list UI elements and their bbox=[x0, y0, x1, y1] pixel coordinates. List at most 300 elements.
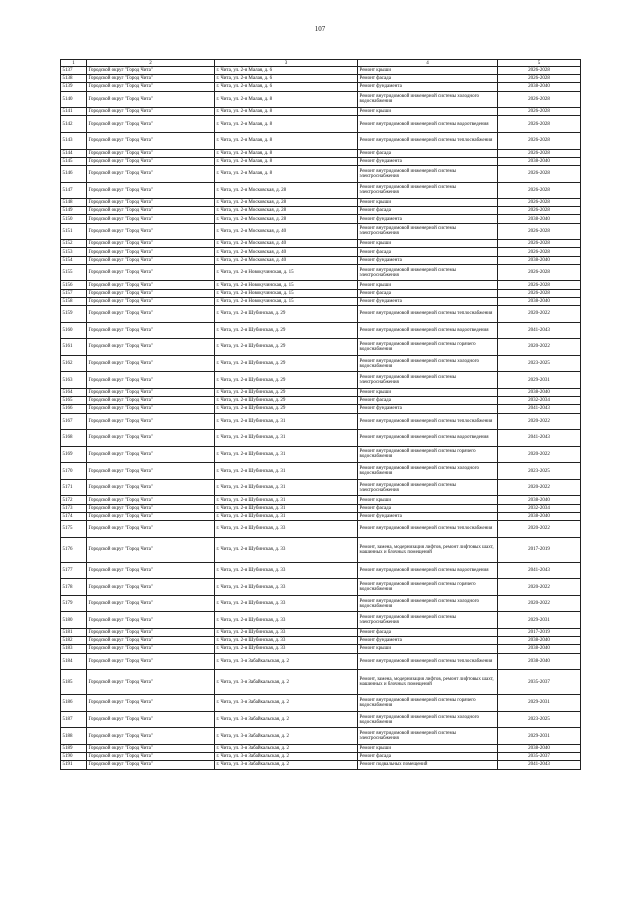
cell-address: г. Чита, ул. 2-я Московская, д. 28 bbox=[215, 215, 358, 223]
table-row bbox=[61, 562, 581, 579]
cell-period: 2041-2043 bbox=[498, 405, 581, 413]
cell-municipality: Городской округ "Город Чита" bbox=[87, 67, 215, 75]
cell-municipality: Городской округ "Город Чита" bbox=[87, 322, 215, 339]
cell-period: 2017-2019 bbox=[498, 537, 581, 562]
cell-address: г. Чита, ул. 3-я Забайкальская, д. 2 bbox=[215, 753, 358, 761]
cell-period: 2038-2040 bbox=[498, 645, 581, 653]
cell-row-number: 5156 bbox=[61, 281, 87, 289]
cell-address: г. Чита, ул. 3-я Забайкальская, д. 2 bbox=[215, 695, 358, 712]
cell-work-type: Ремонт фасада bbox=[358, 629, 498, 637]
cell-municipality: Городской округ "Город Чита" bbox=[87, 223, 215, 240]
cell-address: г. Чита, ул. 3-я Забайкальская, д. 2 bbox=[215, 761, 358, 769]
cell-period: 2020-2022 bbox=[498, 595, 581, 612]
cell-work-type: Ремонт крыши bbox=[358, 240, 498, 248]
cell-row-number: 5183 bbox=[61, 645, 87, 653]
cell-work-type: Ремонт внутридомовой инженерной системы электроснабжения bbox=[358, 612, 498, 629]
cell-address: г. Чита, ул. 2-я Московская, д. 28 bbox=[215, 199, 358, 207]
cell-period: 2038-2040 bbox=[498, 512, 581, 520]
table-row bbox=[61, 83, 581, 91]
cell-row-number: 5162 bbox=[61, 355, 87, 372]
cell-work-type: Ремонт фундамента bbox=[358, 83, 498, 91]
cell-municipality: Городской округ "Город Чита" bbox=[87, 199, 215, 207]
table-row bbox=[61, 405, 581, 413]
cell-address: г. Чита, ул. 2-я Малая, д. 8 bbox=[215, 165, 358, 182]
table-row bbox=[61, 670, 581, 695]
cell-row-number: 5174 bbox=[61, 512, 87, 520]
cell-municipality: Городской округ "Город Чита" bbox=[87, 612, 215, 629]
table-row bbox=[61, 132, 581, 149]
table-row bbox=[61, 711, 581, 728]
table-row bbox=[61, 256, 581, 264]
column-header: 4 bbox=[358, 60, 498, 67]
cell-municipality: Городской округ "Город Чита" bbox=[87, 629, 215, 637]
cell-row-number: 5139 bbox=[61, 83, 87, 91]
cell-period: 2038-2040 bbox=[498, 744, 581, 752]
cell-address: г. Чита, ул. 2-я Московская, д. 40 bbox=[215, 256, 358, 264]
cell-municipality: Городской округ "Город Чита" bbox=[87, 562, 215, 579]
cell-municipality: Городской округ "Город Чита" bbox=[87, 761, 215, 769]
cell-municipality: Городской округ "Город Чита" bbox=[87, 305, 215, 322]
cell-municipality: Городской округ "Город Чита" bbox=[87, 463, 215, 480]
table-row bbox=[61, 521, 581, 538]
cell-municipality: Городской округ "Город Чита" bbox=[87, 711, 215, 728]
cell-address: г. Чита, ул. 2-я Шубинская, д. 31 bbox=[215, 496, 358, 504]
cell-address: г. Чита, ул. 3-я Забайкальская, д. 2 bbox=[215, 653, 358, 670]
cell-municipality: Городской округ "Город Чита" bbox=[87, 653, 215, 670]
cell-row-number: 5170 bbox=[61, 463, 87, 480]
cell-work-type: Ремонт внутридомовой инженерной системы холодного водоснабжения bbox=[358, 463, 498, 480]
cell-municipality: Городской округ "Город Чита" bbox=[87, 248, 215, 256]
cell-address: г. Чита, ул. 3-я Забайкальская, д. 2 bbox=[215, 728, 358, 745]
table-row bbox=[61, 75, 581, 83]
cell-work-type: Ремонт фундамента bbox=[358, 637, 498, 645]
cell-row-number: 5181 bbox=[61, 629, 87, 637]
cell-work-type: Ремонт внутридомовой инженерной системы горячего водоснабжения bbox=[358, 695, 498, 712]
table-row bbox=[61, 645, 581, 653]
table-row bbox=[61, 728, 581, 745]
cell-municipality: Городской округ "Город Чита" bbox=[87, 149, 215, 157]
cell-work-type: Ремонт крыши bbox=[358, 388, 498, 396]
cell-row-number: 5179 bbox=[61, 595, 87, 612]
cell-work-type: Ремонт внутридомовой инженерной системы горячего водоснабжения bbox=[358, 339, 498, 356]
cell-work-type: Ремонт фасада bbox=[358, 397, 498, 405]
table-row bbox=[61, 199, 581, 207]
table-row bbox=[61, 744, 581, 752]
cell-row-number: 5157 bbox=[61, 289, 87, 297]
cell-municipality: Городской округ "Город Чита" bbox=[87, 397, 215, 405]
cell-row-number: 5168 bbox=[61, 430, 87, 447]
table-row bbox=[61, 116, 581, 133]
cell-period: 2038-2040 bbox=[498, 388, 581, 396]
cell-period: 2020-2022 bbox=[498, 479, 581, 496]
cell-row-number: 5144 bbox=[61, 149, 87, 157]
cell-address: г. Чита, ул. 3-я Забайкальская, д. 2 bbox=[215, 670, 358, 695]
cell-work-type: Ремонт фасада bbox=[358, 207, 498, 215]
cell-municipality: Городской округ "Город Чита" bbox=[87, 413, 215, 430]
cell-work-type: Ремонт внутридомовой инженерной системы холодного водоснабжения bbox=[358, 91, 498, 108]
cell-address: г. Чита, ул. 2-я Шубинская, д. 33 bbox=[215, 637, 358, 645]
table-row bbox=[61, 397, 581, 405]
table-row bbox=[61, 463, 581, 480]
cell-row-number: 5187 bbox=[61, 711, 87, 728]
cell-address: г. Чита, ул. 2-я Шубинская, д. 29 bbox=[215, 355, 358, 372]
cell-address: г. Чита, ул. 2-я Шубинская, д. 29 bbox=[215, 397, 358, 405]
cell-work-type: Ремонт внутридомовой инженерной системы электроснабжения bbox=[358, 165, 498, 182]
cell-address: г. Чита, ул. 3-я Забайкальская, д. 2 bbox=[215, 744, 358, 752]
cell-address: г. Чита, ул. 2-я Малая, д. 8 bbox=[215, 116, 358, 133]
cell-period: 2038-2040 bbox=[498, 496, 581, 504]
cell-municipality: Городской округ "Город Чита" bbox=[87, 446, 215, 463]
cell-period: 2032-2034 bbox=[498, 504, 581, 512]
cell-municipality: Городской округ "Город Чита" bbox=[87, 75, 215, 83]
cell-row-number: 5177 bbox=[61, 562, 87, 579]
cell-municipality: Городской округ "Город Чита" bbox=[87, 182, 215, 199]
cell-work-type: Ремонт фасада bbox=[358, 289, 498, 297]
cell-work-type: Ремонт фундамента bbox=[358, 157, 498, 165]
cell-municipality: Городской округ "Город Чита" bbox=[87, 157, 215, 165]
cell-period: 2026-2028 bbox=[498, 75, 581, 83]
table-row bbox=[61, 91, 581, 108]
cell-period: 2029-2031 bbox=[498, 612, 581, 629]
cell-work-type: Ремонт крыши bbox=[358, 744, 498, 752]
cell-address: г. Чита, ул. 2-я Шубинская, д. 29 bbox=[215, 305, 358, 322]
cell-period: 2026-2028 bbox=[498, 149, 581, 157]
cell-address: г. Чита, ул. 2-я Малая, д. 8 bbox=[215, 157, 358, 165]
table-row bbox=[61, 612, 581, 629]
table-row bbox=[61, 372, 581, 389]
cell-row-number: 5172 bbox=[61, 496, 87, 504]
cell-row-number: 5188 bbox=[61, 728, 87, 745]
column-header: 5 bbox=[498, 60, 581, 67]
table-row bbox=[61, 297, 581, 305]
cell-municipality: Городской округ "Город Чита" bbox=[87, 388, 215, 396]
table-header-row bbox=[61, 60, 581, 67]
cell-work-type: Ремонт фундамента bbox=[358, 405, 498, 413]
cell-row-number: 5145 bbox=[61, 157, 87, 165]
cell-address: г. Чита, ул. 2-я Шубинская, д. 31 bbox=[215, 430, 358, 447]
cell-row-number: 5141 bbox=[61, 108, 87, 116]
cell-work-type: Ремонт внутридомовой инженерной системы электроснабжения bbox=[358, 728, 498, 745]
cell-period: 2038-2040 bbox=[498, 653, 581, 670]
page-number: 107 bbox=[314, 25, 326, 33]
cell-work-type: Ремонт подвальных помещений bbox=[358, 761, 498, 769]
table-row bbox=[61, 182, 581, 199]
table-row bbox=[61, 305, 581, 322]
cell-address: г. Чита, ул. 2-я Малая, д. 6 bbox=[215, 83, 358, 91]
cell-municipality: Городской округ "Город Чита" bbox=[87, 479, 215, 496]
cell-row-number: 5186 bbox=[61, 695, 87, 712]
cell-work-type: Ремонт внутридомовой инженерной системы электроснабжения bbox=[358, 223, 498, 240]
cell-address: г. Чита, ул. 2-я Новокучинская, д. 15 bbox=[215, 297, 358, 305]
table-row bbox=[61, 215, 581, 223]
cell-period: 2029-2031 bbox=[498, 695, 581, 712]
table-row bbox=[61, 165, 581, 182]
table-row bbox=[61, 149, 581, 157]
cell-period: 2023-2025 bbox=[498, 711, 581, 728]
cell-municipality: Городской округ "Город Чита" bbox=[87, 595, 215, 612]
cell-row-number: 5149 bbox=[61, 207, 87, 215]
cell-address: г. Чита, ул. 2-я Шубинская, д. 29 bbox=[215, 372, 358, 389]
cell-period: 2020-2022 bbox=[498, 305, 581, 322]
cell-period: 2041-2043 bbox=[498, 322, 581, 339]
cell-row-number: 5161 bbox=[61, 339, 87, 356]
cell-work-type: Ремонт фундамента bbox=[358, 297, 498, 305]
cell-address: г. Чита, ул. 2-я Шубинская, д. 33 bbox=[215, 579, 358, 596]
cell-address: г. Чита, ул. 2-я Малая, д. 8 bbox=[215, 149, 358, 157]
cell-address: г. Чита, ул. 2-я Шубинская, д. 31 bbox=[215, 479, 358, 496]
table-row bbox=[61, 240, 581, 248]
cell-municipality: Городской округ "Город Чита" bbox=[87, 165, 215, 182]
cell-work-type: Ремонт внутридомовой инженерной системы электроснабжения bbox=[358, 479, 498, 496]
cell-municipality: Городской округ "Город Чита" bbox=[87, 91, 215, 108]
cell-address: г. Чита, ул. 2-я Шубинская, д. 33 bbox=[215, 562, 358, 579]
table-row bbox=[61, 67, 581, 75]
cell-row-number: 5150 bbox=[61, 215, 87, 223]
cell-work-type: Ремонт внутридомовой инженерной системы холодного водоснабжения bbox=[358, 595, 498, 612]
cell-row-number: 5185 bbox=[61, 670, 87, 695]
cell-address: г. Чита, ул. 2-я Шубинская, д. 33 bbox=[215, 645, 358, 653]
cell-row-number: 5153 bbox=[61, 248, 87, 256]
cell-address: г. Чита, ул. 2-я Малая, д. 6 bbox=[215, 67, 358, 75]
cell-address: г. Чита, ул. 2-я Московская, д. 40 bbox=[215, 240, 358, 248]
cell-work-type: Ремонт крыши bbox=[358, 281, 498, 289]
cell-row-number: 5180 bbox=[61, 612, 87, 629]
cell-row-number: 5171 bbox=[61, 479, 87, 496]
cell-address: г. Чита, ул. 2-я Московская, д. 40 bbox=[215, 223, 358, 240]
cell-period: 2038-2040 bbox=[498, 637, 581, 645]
cell-row-number: 5182 bbox=[61, 637, 87, 645]
cell-work-type: Ремонт внутридомовой инженерной системы теплоснабжения bbox=[358, 413, 498, 430]
cell-period: 2026-2028 bbox=[498, 165, 581, 182]
cell-municipality: Городской округ "Город Чита" bbox=[87, 264, 215, 281]
cell-period: 2038-2040 bbox=[498, 297, 581, 305]
cell-row-number: 5158 bbox=[61, 297, 87, 305]
cell-period: 2026-2028 bbox=[498, 67, 581, 75]
cell-address: г. Чита, ул. 2-я Московская, д. 28 bbox=[215, 207, 358, 215]
cell-work-type: Ремонт внутридомовой инженерной системы электроснабжения bbox=[358, 182, 498, 199]
cell-row-number: 5152 bbox=[61, 240, 87, 248]
cell-work-type: Ремонт фундамента bbox=[358, 512, 498, 520]
cell-work-type: Ремонт крыши bbox=[358, 67, 498, 75]
cell-address: г. Чита, ул. 2-я Шубинская, д. 29 bbox=[215, 322, 358, 339]
table-row bbox=[61, 595, 581, 612]
table-row bbox=[61, 388, 581, 396]
cell-period: 2026-2028 bbox=[498, 207, 581, 215]
cell-row-number: 5154 bbox=[61, 256, 87, 264]
cell-address: г. Чита, ул. 2-я Шубинская, д. 31 bbox=[215, 413, 358, 430]
cell-work-type: Ремонт фундамента bbox=[358, 215, 498, 223]
cell-work-type: Ремонт фасада bbox=[358, 248, 498, 256]
cell-address: г. Чита, ул. 2-я Шубинская, д. 31 bbox=[215, 504, 358, 512]
cell-period: 2017-2019 bbox=[498, 629, 581, 637]
cell-address: г. Чита, ул. 2-я Малая, д. 6 bbox=[215, 75, 358, 83]
cell-row-number: 5148 bbox=[61, 199, 87, 207]
cell-municipality: Городской округ "Город Чита" bbox=[87, 695, 215, 712]
table-row bbox=[61, 504, 581, 512]
table-row bbox=[61, 157, 581, 165]
cell-row-number: 5189 bbox=[61, 744, 87, 752]
cell-address: г. Чита, ул. 2-я Шубинская, д. 29 bbox=[215, 405, 358, 413]
cell-municipality: Городской округ "Город Чита" bbox=[87, 215, 215, 223]
table-row bbox=[61, 322, 581, 339]
cell-address: г. Чита, ул. 2-я Шубинская, д. 33 bbox=[215, 595, 358, 612]
cell-work-type: Ремонт, замена, модернизация лифтов, ремонт лифтовых шахт, машинных и блочных помещений bbox=[358, 537, 498, 562]
cell-municipality: Городской округ "Город Чита" bbox=[87, 728, 215, 745]
cell-row-number: 5190 bbox=[61, 753, 87, 761]
table-row bbox=[61, 108, 581, 116]
cell-work-type: Ремонт внутридомовой инженерной системы водоотведения bbox=[358, 562, 498, 579]
column-header: 2 bbox=[87, 60, 215, 67]
table-row bbox=[61, 446, 581, 463]
cell-address: г. Чита, ул. 2-я Шубинская, д. 29 bbox=[215, 388, 358, 396]
cell-period: 2035-2037 bbox=[498, 670, 581, 695]
cell-period: 2026-2028 bbox=[498, 199, 581, 207]
cell-work-type: Ремонт крыши bbox=[358, 645, 498, 653]
table-row bbox=[61, 653, 581, 670]
cell-municipality: Городской округ "Город Чита" bbox=[87, 512, 215, 520]
cell-work-type: Ремонт фасада bbox=[358, 504, 498, 512]
cell-address: г. Чита, ул. 2-я Малая, д. 8 bbox=[215, 91, 358, 108]
cell-row-number: 5143 bbox=[61, 132, 87, 149]
cell-work-type: Ремонт крыши bbox=[358, 108, 498, 116]
cell-row-number: 5166 bbox=[61, 405, 87, 413]
cell-period: 2026-2028 bbox=[498, 281, 581, 289]
cell-row-number: 5169 bbox=[61, 446, 87, 463]
cell-municipality: Городской округ "Город Чита" bbox=[87, 83, 215, 91]
cell-municipality: Городской округ "Город Чита" bbox=[87, 116, 215, 133]
cell-municipality: Городской округ "Город Чита" bbox=[87, 496, 215, 504]
cell-period: 2026-2028 bbox=[498, 223, 581, 240]
cell-period: 2023-2025 bbox=[498, 355, 581, 372]
cell-row-number: 5147 bbox=[61, 182, 87, 199]
cell-row-number: 5137 bbox=[61, 67, 87, 75]
table-row bbox=[61, 430, 581, 447]
cell-work-type: Ремонт внутридомовой инженерной системы горячего водоснабжения bbox=[358, 579, 498, 596]
table-row bbox=[61, 695, 581, 712]
cell-period: 2029-2031 bbox=[498, 728, 581, 745]
cell-row-number: 5155 bbox=[61, 264, 87, 281]
cell-work-type: Ремонт фасада bbox=[358, 149, 498, 157]
table-row bbox=[61, 281, 581, 289]
cell-row-number: 5175 bbox=[61, 521, 87, 538]
cell-row-number: 5160 bbox=[61, 322, 87, 339]
cell-address: г. Чита, ул. 2-я Новокучинская, д. 15 bbox=[215, 289, 358, 297]
cell-address: г. Чита, ул. 2-я Шубинская, д. 33 bbox=[215, 521, 358, 538]
cell-work-type: Ремонт внутридомовой инженерной системы холодного водоснабжения bbox=[358, 355, 498, 372]
table-row bbox=[61, 289, 581, 297]
cell-row-number: 5178 bbox=[61, 579, 87, 596]
cell-municipality: Городской округ "Город Чита" bbox=[87, 504, 215, 512]
table-row bbox=[61, 537, 581, 562]
cell-address: г. Чита, ул. 2-я Шубинская, д. 29 bbox=[215, 339, 358, 356]
table-row bbox=[61, 355, 581, 372]
table-row bbox=[61, 629, 581, 637]
cell-municipality: Городской округ "Город Чита" bbox=[87, 207, 215, 215]
cell-period: 2020-2022 bbox=[498, 579, 581, 596]
table-row bbox=[61, 637, 581, 645]
cell-period: 2020-2022 bbox=[498, 413, 581, 430]
cell-period: 2032-2034 bbox=[498, 397, 581, 405]
cell-period: 2041-2043 bbox=[498, 430, 581, 447]
cell-municipality: Городской округ "Город Чита" bbox=[87, 579, 215, 596]
cell-work-type: Ремонт фасада bbox=[358, 75, 498, 83]
cell-row-number: 5164 bbox=[61, 388, 87, 396]
cell-period: 2026-2028 bbox=[498, 248, 581, 256]
cell-period: 2041-2043 bbox=[498, 562, 581, 579]
cell-row-number: 5140 bbox=[61, 91, 87, 108]
table-row bbox=[61, 264, 581, 281]
cell-municipality: Городской округ "Город Чита" bbox=[87, 289, 215, 297]
cell-row-number: 5176 bbox=[61, 537, 87, 562]
cell-period: 2026-2028 bbox=[498, 264, 581, 281]
cell-municipality: Городской округ "Город Чита" bbox=[87, 753, 215, 761]
cell-period: 2038-2040 bbox=[498, 215, 581, 223]
cell-row-number: 5167 bbox=[61, 413, 87, 430]
cell-period: 2020-2022 bbox=[498, 339, 581, 356]
cell-period: 2041-2043 bbox=[498, 761, 581, 769]
cell-period: 2029-2031 bbox=[498, 372, 581, 389]
cell-municipality: Городской округ "Город Чита" bbox=[87, 537, 215, 562]
cell-period: 2038-2040 bbox=[498, 157, 581, 165]
cell-address: г. Чита, ул. 2-я Шубинская, д. 31 bbox=[215, 446, 358, 463]
cell-work-type: Ремонт внутридомовой инженерной системы холодного водоснабжения bbox=[358, 711, 498, 728]
table-row bbox=[61, 207, 581, 215]
cell-municipality: Городской округ "Город Чита" bbox=[87, 132, 215, 149]
cell-municipality: Городской округ "Город Чита" bbox=[87, 405, 215, 413]
cell-address: г. Чита, ул. 2-я Шубинская, д. 31 bbox=[215, 512, 358, 520]
cell-address: г. Чита, ул. 2-я Новокучинская, д. 15 bbox=[215, 281, 358, 289]
cell-row-number: 5184 bbox=[61, 653, 87, 670]
table-row bbox=[61, 479, 581, 496]
cell-municipality: Городской округ "Город Чита" bbox=[87, 240, 215, 248]
cell-address: г. Чита, ул. 3-я Забайкальская, д. 2 bbox=[215, 711, 358, 728]
cell-row-number: 5146 bbox=[61, 165, 87, 182]
cell-row-number: 5142 bbox=[61, 116, 87, 133]
cell-address: г. Чита, ул. 2-я Шубинская, д. 33 bbox=[215, 612, 358, 629]
table-row bbox=[61, 339, 581, 356]
cell-municipality: Городской округ "Город Чита" bbox=[87, 339, 215, 356]
cell-address: г. Чита, ул. 2-я Новокучинская, д. 15 bbox=[215, 264, 358, 281]
cell-work-type: Ремонт внутридомовой инженерной системы электроснабжения bbox=[358, 372, 498, 389]
cell-work-type: Ремонт крыши bbox=[358, 496, 498, 504]
cell-work-type: Ремонт внутридомовой инженерной системы электроснабжения bbox=[358, 264, 498, 281]
column-header: 1 bbox=[61, 60, 87, 67]
table-row bbox=[61, 579, 581, 596]
cell-period: 2020-2022 bbox=[498, 521, 581, 538]
cell-address: г. Чита, ул. 2-я Малая, д. 8 bbox=[215, 108, 358, 116]
table-body bbox=[61, 60, 581, 770]
cell-municipality: Городской округ "Город Чита" bbox=[87, 637, 215, 645]
cell-address: г. Чита, ул. 2-я Шубинская, д. 33 bbox=[215, 537, 358, 562]
cell-municipality: Городской округ "Город Чита" bbox=[87, 430, 215, 447]
cell-municipality: Городской округ "Город Чита" bbox=[87, 670, 215, 695]
cell-municipality: Городской округ "Город Чита" bbox=[87, 521, 215, 538]
cell-period: 2020-2022 bbox=[498, 446, 581, 463]
cell-work-type: Ремонт внутридомовой инженерной системы теплоснабжения bbox=[358, 653, 498, 670]
cell-period: 2038-2040 bbox=[498, 83, 581, 91]
cell-row-number: 5159 bbox=[61, 305, 87, 322]
table-row bbox=[61, 223, 581, 240]
cell-municipality: Городской округ "Город Чита" bbox=[87, 256, 215, 264]
cell-row-number: 5165 bbox=[61, 397, 87, 405]
cell-period: 2026-2028 bbox=[498, 182, 581, 199]
cell-address: г. Чита, ул. 2-я Московская, д. 28 bbox=[215, 182, 358, 199]
cell-municipality: Городской округ "Город Чита" bbox=[87, 281, 215, 289]
repair-schedule-table bbox=[60, 59, 581, 770]
cell-municipality: Городской округ "Город Чита" bbox=[87, 744, 215, 752]
cell-work-type: Ремонт внутридомовой инженерной системы теплоснабжения bbox=[358, 521, 498, 538]
cell-work-type: Ремонт внутридомовой инженерной системы водоотведения bbox=[358, 430, 498, 447]
